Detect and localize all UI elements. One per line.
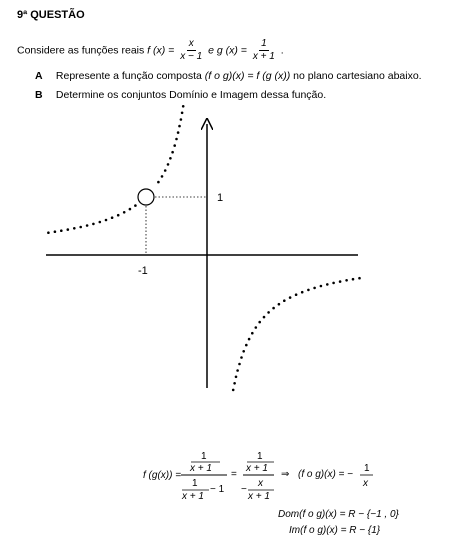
item-a-text: Represente a função composta xyxy=(55,70,202,82)
f-numerator: x xyxy=(188,38,194,49)
g-denominator: x + 1 xyxy=(252,51,275,62)
result-num: 1 xyxy=(364,463,370,474)
domain-set: Dom(f o g)(x) = R − {−1 , 0} xyxy=(278,509,399,520)
frac2-den-prefix: − xyxy=(241,484,247,495)
x-mark-label: -1 xyxy=(138,265,148,277)
frac1-den-top: 1 xyxy=(192,478,198,489)
g-numerator: 1 xyxy=(261,38,267,49)
result-den: x xyxy=(363,478,368,489)
equals-sign: = xyxy=(231,469,237,480)
solution-lhs-text: f (g(x)) = xyxy=(143,470,182,481)
question-title: 9ª QUESTÃO xyxy=(17,9,85,21)
connector: e xyxy=(208,44,214,57)
y-mark-label: 1 xyxy=(217,192,224,204)
frac1-num-top: 1 xyxy=(201,451,207,462)
item-b-text: Determine os conjuntos Domínio e Imagem dessa função. xyxy=(55,89,327,101)
frac1-den-bot: x + 1 xyxy=(182,491,204,502)
image-set: Im(f o g)(x) = R − {1} xyxy=(289,525,381,536)
frac2-den-bot: x + 1 xyxy=(248,491,270,502)
frac2-den-top: x xyxy=(258,478,263,489)
f-denominator: x − 1 xyxy=(180,51,203,62)
item-a-letter: A xyxy=(35,70,43,82)
frac1-den-tail: − 1 xyxy=(210,484,225,495)
item-a-tail: no plano cartesiano abaixo. xyxy=(293,70,422,82)
intro-prefix: Considere as funções reais xyxy=(17,44,145,57)
frac1-num-bot: x + 1 xyxy=(190,463,212,474)
frac2-num-top: 1 xyxy=(257,451,263,462)
item-b-letter: B xyxy=(35,89,43,101)
result-lhs: (f o g)(x) = − xyxy=(298,469,354,480)
item-a-expr: (f o g)(x) = f (g (x)) xyxy=(204,70,291,82)
frac2-num-bot: x + 1 xyxy=(246,463,268,474)
implies-arrow: ⇒ xyxy=(281,469,290,480)
g-label: g (x) = xyxy=(216,44,247,57)
intro-end: . xyxy=(280,44,284,57)
f-label: f (x) = xyxy=(147,44,175,57)
